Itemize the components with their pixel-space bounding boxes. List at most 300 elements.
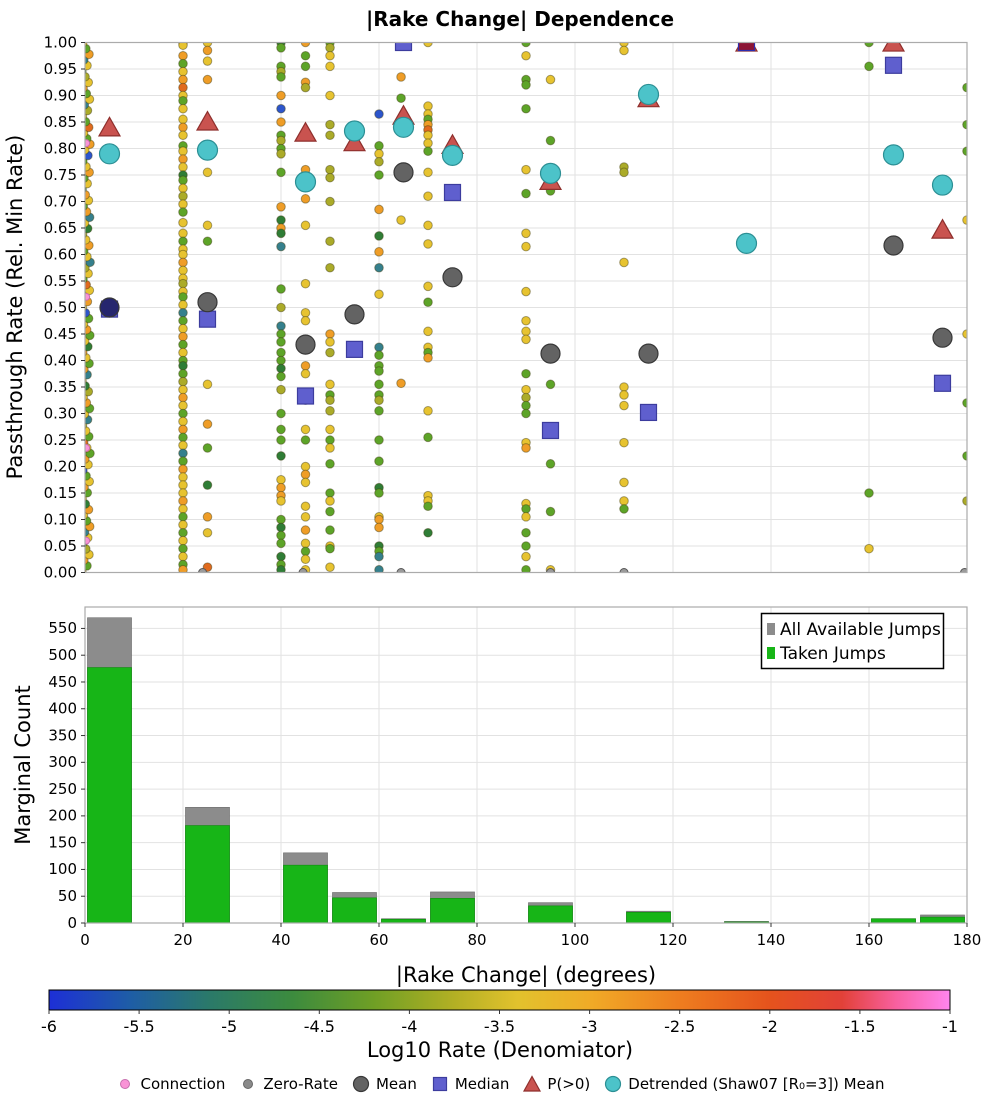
scatter-point [375,248,384,257]
scatter-y-tick-label: 0.40 [43,351,77,370]
scatter-point [522,385,531,394]
scatter-point [326,348,335,357]
scatter-y-tick-label: 0.75 [43,165,77,184]
legend-item [430,1074,510,1094]
triangle-legend-icon [522,1074,542,1094]
taken-jumps-swatch [767,647,775,659]
scatter-point [326,436,335,445]
scatter-point [522,444,531,453]
detrended-marker [345,121,365,141]
scatter-point [179,155,188,164]
mean-marker [884,236,903,255]
median-marker [200,311,216,327]
colorbar [41,990,958,1036]
scatter-point [326,544,335,553]
scatter-point [277,338,286,347]
scatter-point [179,362,188,371]
scatter-y-tick-label: 0.35 [43,377,77,396]
bar-taken-jumps [626,912,670,923]
scatter-point [277,285,286,294]
scatter-point [375,407,384,416]
scatter-point [424,131,433,140]
scatter-y-tick-label: 0.70 [43,192,77,211]
scatter-point [375,205,384,214]
scatter-point [326,507,335,516]
scatter-point [301,526,310,535]
median-marker [347,341,363,357]
scatter-point [301,425,310,434]
scatter-point [179,473,188,482]
scatter-point [865,544,874,553]
scatter-point [179,229,188,238]
scatter-point [397,216,406,225]
scatter-point [620,478,629,487]
scatter-point [301,369,310,378]
scatter-point [522,189,531,198]
scatter-point [277,104,286,113]
scatter-point [522,505,531,514]
scatter-point [326,380,335,389]
legend-item-label: Zero-Rate [263,1075,338,1093]
scatter-point [301,513,310,522]
scatter-point [277,372,286,381]
scatter-point [424,327,433,336]
scatter-point [326,425,335,434]
scatter-point [522,393,531,402]
scatter-point [301,555,310,564]
bar-taken-jumps [283,865,327,923]
scatter-point [179,536,188,545]
hist-x-tick-label: 80 [467,931,487,949]
p-gt0-marker [883,33,904,52]
scatter-point [277,497,286,506]
median-marker [641,404,657,420]
scatter-point [301,221,310,230]
scatter-point [179,332,188,341]
scatter-point [179,115,188,124]
hist-x-tick-label: 180 [952,931,982,949]
scatter-point [179,324,188,333]
colorbar-gradient [49,990,950,1010]
scatter-point [424,298,433,307]
bar-taken-jumps [871,919,915,923]
hist-x-tick-label: 140 [756,931,786,949]
scatter-point [277,348,286,357]
mean-marker [100,298,119,317]
scatter-point [375,290,384,299]
scatter-point [326,497,335,506]
scatter-point [277,452,286,461]
scatter-point [277,385,286,394]
scatter-point [326,44,335,53]
scatter-point [620,383,629,392]
scatter-point [277,552,286,561]
scatter-point [424,168,433,177]
scatter-point [326,131,335,140]
hist-legend-label-taken: Taken Jumps [780,644,886,664]
scatter-point [326,197,335,206]
scatter-point [179,544,188,553]
legend-item [238,1074,338,1094]
scatter-point [326,563,335,572]
scatter-point [179,279,188,288]
scatter-point [277,475,286,484]
scatter-point [397,73,406,82]
scatter-point [301,539,310,548]
scatter-point [522,401,531,410]
hist-y-tick-label: 200 [48,806,77,825]
connection-point [83,140,90,147]
connection-point [83,537,90,544]
scatter-point [326,165,335,174]
scatter-point [203,221,212,230]
scatter-point [179,497,188,506]
scatter-point [179,200,188,209]
scatter-point [179,131,188,140]
scatter-panel [44,33,972,582]
hist-y-tick-label: 150 [48,833,77,852]
scatter-point [277,242,286,251]
scatter-point [277,216,286,225]
scatter-point [397,94,406,103]
bar-taken-jumps [920,917,964,923]
scatter-point [326,396,335,405]
bar-taken-jumps [430,898,474,923]
scatter-point [301,309,310,318]
scatter-point [424,221,433,230]
legend-item [351,1074,417,1094]
scatter-y-tick-label: 0.05 [43,536,77,555]
scatter-point [522,229,531,238]
square-legend-icon [430,1074,450,1094]
scatter-point [277,515,286,524]
hist-x-tick-label: 20 [173,931,193,949]
scatter-point [326,460,335,469]
scatter-point [375,142,384,151]
legend-item-label: Mean [375,1075,417,1093]
scatter-y-tick-label: 0.50 [43,298,77,317]
scatter-y-tick-label: 0.60 [43,245,77,264]
scatter-point [375,380,384,389]
scatter-point [522,242,531,251]
hist-x-tick-label: 0 [80,931,90,949]
hist-y-tick-label: 100 [48,860,77,879]
scatter-point [277,483,286,492]
scatter-point [277,531,286,540]
scatter-point [277,436,286,445]
hist-y-tick-label: 350 [48,726,77,745]
scatter-point [277,203,286,212]
scatter-point [301,51,310,60]
scatter-point [203,420,212,429]
scatter-point [522,81,531,90]
median-marker [935,375,951,391]
scatter-point [326,91,335,100]
scatter-y-tick-label: 0.10 [43,510,77,529]
scatter-point [179,218,188,227]
scatter-point [326,263,335,272]
scatter-point [326,489,335,498]
scatter-point [203,57,212,66]
hist-y-axis-label: Marginal Count [11,685,35,845]
scatter-point [179,409,188,418]
bar-taken-jumps [87,668,131,923]
scatter-point [179,293,188,302]
scatter-y-tick-label: 0.45 [43,324,77,343]
colorbar-tick-label: -3 [581,1017,598,1036]
scatter-point [203,513,212,522]
dot-legend-icon [115,1074,135,1094]
scatter-point [620,401,629,410]
scatter-point [522,542,531,551]
scatter-point [620,497,629,506]
scatter-point [620,391,629,400]
scatter-point [301,478,310,487]
scatter-point [179,340,188,349]
hist-y-tick-label: 500 [48,646,77,665]
scatter-point [301,362,310,371]
scatter-point [375,367,384,376]
scatter-point [179,513,188,522]
scatter-point [546,507,555,516]
scatter-y-tick-label: 0.25 [43,430,77,449]
scatter-y-ticks [44,33,85,581]
scatter-point [375,396,384,405]
hist-y-tick-label: 0 [67,913,77,932]
scatter-point [277,73,286,82]
scatter-point [179,481,188,490]
scatter-point [179,258,188,267]
median-marker [298,388,314,404]
scatter-point [424,433,433,442]
scatter-point [424,528,433,537]
scatter-point [277,539,286,548]
scatter-point [375,523,384,532]
median-marker [886,57,902,73]
scatter-point [179,67,188,76]
scatter-point [277,136,286,145]
detrended-marker [198,140,218,160]
detrended-marker [541,163,561,183]
scatter-point [179,237,188,246]
scatter-point [179,301,188,310]
colorbar-tick-label: -5.5 [123,1017,155,1036]
scatter-point [179,425,188,434]
scatter-point [522,528,531,537]
hist-x-tick-label: 40 [271,931,291,949]
scatter-y-tick-label: 0.15 [43,483,77,502]
scatter-point [375,552,384,561]
colorbar-tick-label: -1 [942,1017,958,1036]
circle-legend-icon [603,1074,623,1094]
scatter-point [522,327,531,336]
hist-y-tick-label: 250 [48,779,77,798]
scatter-point [301,470,310,479]
scatter-point [179,521,188,530]
scatter-point [203,237,212,246]
scatter-y-tick-label: 0.65 [43,218,77,237]
scatter-point [375,110,384,119]
scatter-point [865,489,874,498]
mean-marker [933,328,952,347]
scatter-point [179,176,188,185]
scatter-point [424,147,433,156]
mean-marker [394,163,413,182]
scatter-point [301,62,310,71]
connection-point [83,294,90,301]
colorbar-tick-label: -5 [221,1017,238,1036]
scatter-point [179,208,188,217]
scatter-point [277,44,286,53]
scatter-point [179,83,188,92]
colorbar-tick-label: -4 [401,1017,418,1036]
scatter-point [424,102,433,111]
detrended-marker [443,145,463,165]
mean-marker [296,335,315,354]
scatter-y-tick-label: 0.95 [43,59,77,78]
hist-legend [762,614,944,669]
scatter-point [203,380,212,389]
bar-taken-jumps [528,906,572,923]
scatter-point [546,460,555,469]
scatter-point [277,91,286,100]
scatter-point [179,377,188,386]
scatter-point [620,168,629,177]
scatter-y-tick-label: 0.30 [43,404,77,423]
scatter-point [179,433,188,442]
hist-y-tick-label: 450 [48,672,77,691]
scatter-point [620,258,629,267]
colorbar-tick-label: -3.5 [483,1017,516,1036]
hist-y-tick-label: 300 [48,753,77,772]
detrended-marker [884,145,904,165]
scatter-point [546,380,555,389]
circle-legend-icon [351,1074,371,1094]
scatter-point [179,465,188,474]
scatter-point [375,171,384,180]
scatter-point [522,104,531,113]
scatter-point [326,330,335,339]
scatter-point [277,168,286,177]
scatter-point [277,303,286,312]
legend-item-label: Median [454,1075,510,1093]
detrended-marker [100,144,120,164]
scatter-point [179,75,188,84]
legend-item-label: Connection [140,1075,226,1093]
hist-x-tick-label: 100 [560,931,590,949]
hist-x-tick-label: 60 [369,931,389,949]
scatter-point [179,369,188,378]
scatter-point [424,282,433,291]
detrended-marker [394,117,414,137]
scatter-point [424,139,433,148]
scatter-point [179,59,188,68]
scatter-point [375,515,384,524]
scatter-y-tick-label: 0.55 [43,271,77,290]
scatter-point [179,51,188,60]
median-marker [445,184,461,200]
scatter-point [375,232,384,241]
scatter-point [865,62,874,71]
scatter-point [277,322,286,331]
colorbar-tick-label: -6 [41,1017,57,1036]
scatter-point [301,316,310,325]
scatter-point [179,309,188,318]
scatter-point [522,287,531,296]
scatter-point [203,75,212,84]
scatter-point [179,552,188,561]
dot-legend-icon [238,1074,258,1094]
scatter-point [179,417,188,426]
scatter-point [301,436,310,445]
scatter-point [179,348,188,357]
scatter-point [277,425,286,434]
scatter-point [277,356,286,365]
scatter-point [179,316,188,325]
scatter-point [326,338,335,347]
median-marker [543,422,559,438]
scatter-point [375,457,384,466]
scatter-point [301,502,310,511]
bottom-legend [0,1068,1000,1100]
bar-taken-jumps [332,898,376,923]
scatter-point [424,354,433,363]
scatter-point [375,157,384,166]
detrended-marker [933,175,953,195]
mean-marker [541,344,560,363]
legend-item [115,1074,225,1094]
scatter-point [203,444,212,453]
scatter-point [277,409,286,418]
scatter-gridlines [85,43,967,573]
scatter-point [424,407,433,416]
scatter-point [179,123,188,132]
scatter-point [179,97,188,106]
scatter-point [522,513,531,522]
scatter-point [326,237,335,246]
detrended-marker [737,233,757,253]
mean-marker [198,293,217,312]
scatter-point [277,330,286,339]
scatter-point [179,457,188,466]
bar-taken-jumps [185,826,229,923]
scatter-point [179,449,188,458]
scatter-point [179,184,188,193]
scatter-point [179,266,188,275]
scatter-point [179,163,188,172]
scatter-point [522,316,531,325]
scatter-point [179,393,188,402]
hist-y-tick-label: 400 [48,699,77,718]
scatter-point [277,229,286,238]
scatter-point [179,489,188,498]
scatter-point [424,192,433,201]
scatter-point [277,150,286,159]
scatter-point [522,552,531,561]
colorbar-tick-label: -2.5 [664,1017,696,1036]
scatter-point [179,192,188,201]
colorbar-tick-label: -2 [761,1017,778,1036]
scatter-point [179,250,188,259]
scatter-point [620,505,629,514]
legend-item-label: P(>0) [547,1075,591,1093]
scatter-y-tick-label: 0.20 [43,457,77,476]
hist-x-axis-label: |Rake Change| (degrees) [395,963,657,987]
scatter-y-tick-label: 0.00 [43,563,77,582]
page-title: |Rake Change| Dependence [365,7,675,31]
scatter-y-axis-label: Passthrough Rate (Rel. Min Rate) [3,134,27,480]
detrended-marker [296,172,316,192]
